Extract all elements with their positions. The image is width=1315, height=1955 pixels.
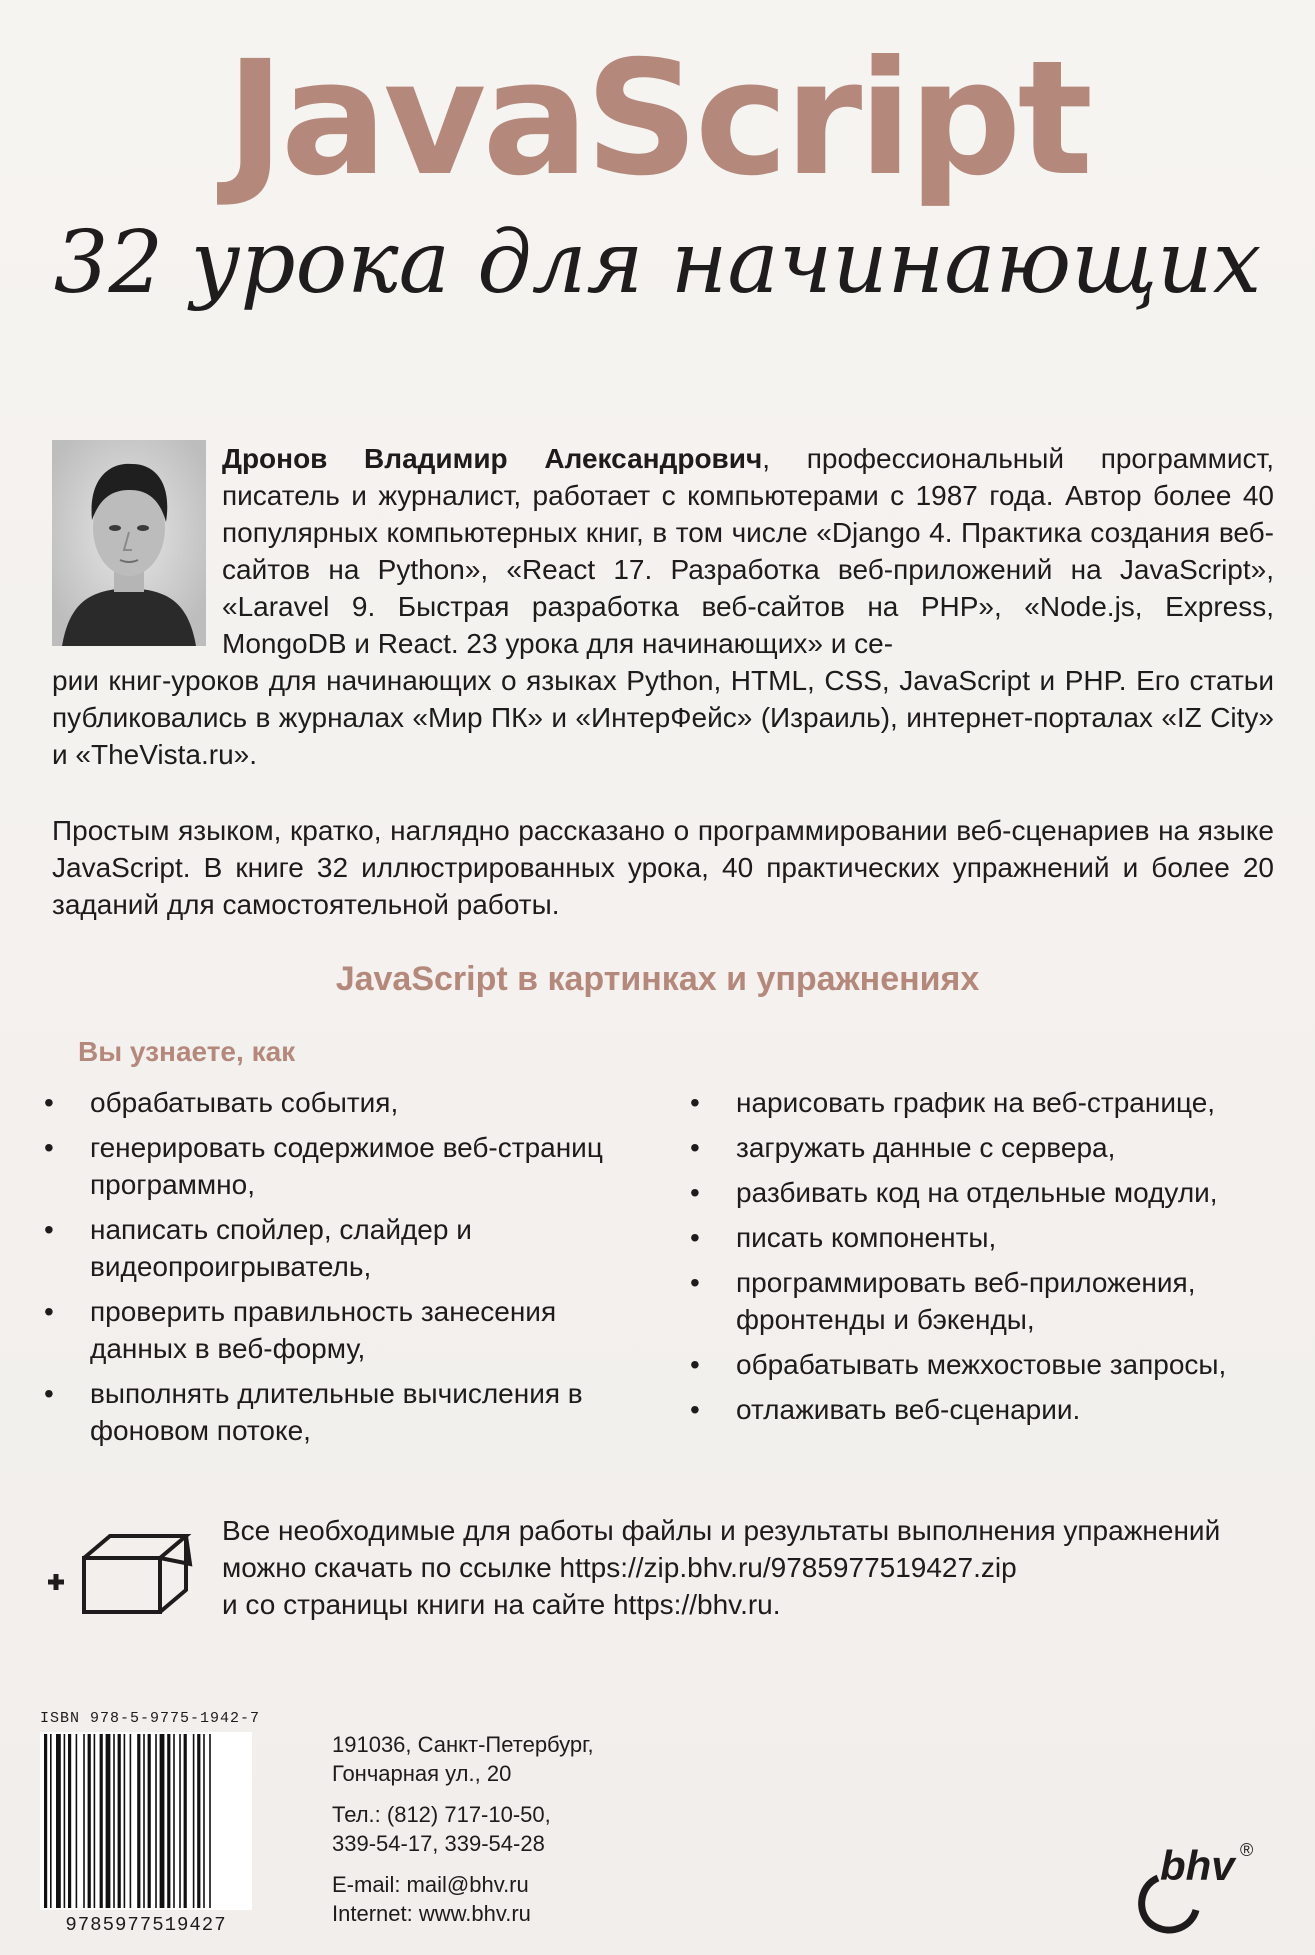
barcode-bar	[197, 1734, 200, 1908]
learn-list-left	[44, 1084, 644, 1457]
barcode-bar	[88, 1734, 91, 1908]
barcode-bar	[113, 1734, 115, 1908]
list-item: • нарисовать график на веб-странице,	[690, 1084, 1290, 1121]
list-item: • выполнять длительные вычисления в фоновом потоке,	[44, 1375, 644, 1449]
download-box-icon	[40, 1520, 200, 1620]
author-photo	[52, 440, 206, 646]
barcode-bar	[76, 1734, 78, 1908]
barcode-number: 9785977519427	[65, 1914, 227, 1936]
list-item: • обрабатывать события,	[44, 1084, 644, 1121]
list-item: • писать компоненты,	[690, 1219, 1290, 1256]
barcode-bar	[184, 1734, 187, 1908]
learn-list-right	[690, 1084, 1290, 1436]
barcode-bar	[83, 1734, 85, 1908]
download-line: и со страницы книги на сайте https://bhv.ru.	[222, 1589, 781, 1620]
address-line: Гончарная ул., 20	[332, 1761, 512, 1786]
barcode-bar	[118, 1734, 121, 1908]
barcode-bar	[167, 1734, 170, 1908]
download-line: можно скачать по ссылке https://zip.bhv.ru/9785977519427.zip	[222, 1552, 1017, 1583]
barcode-bar	[203, 1734, 205, 1908]
author-bio-text: , профессиональный программист, писатель и журналист, работает с компьютерами с 1987 года. Автор более 40 популярных компьютерных книг, в том числе «Django 4. Практика создания веб-сайтов на Python», «React 17. Разработка веб-приложений на JavaScript», «Laravel 9. Быстрая разработка веб-сайтов на PHP», «Node.js, Express, MongoDB и React. 23 урока для начинающих» и се-	[222, 443, 1274, 659]
list-item: • программировать веб-приложения, фронтенды и бэкенды,	[690, 1264, 1290, 1338]
list-item: • отлаживать веб-сценарии.	[690, 1391, 1290, 1428]
author-name: Дронов Владимир Александрович	[222, 443, 763, 474]
barcode-bar	[50, 1734, 52, 1908]
book-subtitle: 32 урока для начинающих	[53, 213, 1262, 313]
barcode-bar	[137, 1734, 140, 1908]
barcode	[40, 1732, 252, 1910]
barcode-bar	[68, 1734, 71, 1908]
barcode-bar	[209, 1734, 211, 1908]
book-description: Простым языком, кратко, наглядно рассказано о программировании веб-сценариев на языке JavaScript. В книге 32 иллюстрированных урока, 40 практических упражнений и более 20 заданий для самостоятельной работы.	[52, 815, 1274, 920]
registered-mark: ®	[1240, 1840, 1254, 1860]
book-title: JavaScript	[225, 27, 1090, 211]
download-info	[222, 1512, 1274, 1623]
list-item: • написать спойлер, слайдер и видеопроигрыватель,	[44, 1211, 644, 1285]
address-line: 191036, Санкт-Петербург,	[332, 1732, 594, 1757]
barcode-bar	[64, 1734, 66, 1908]
barcode-bar	[124, 1734, 126, 1908]
barcode-bar	[148, 1734, 151, 1908]
list-item: • разбивать код на отдельные модули,	[690, 1174, 1290, 1211]
barcode-bar	[44, 1734, 47, 1908]
author-bio	[222, 440, 1274, 662]
publisher-address	[332, 1730, 594, 1928]
learn-heading: Вы узнаете, как	[78, 1036, 296, 1067]
list-item: • проверить правильность занесения данных в веб-форму,	[44, 1293, 644, 1367]
isbn: ISBN 978-5-9775-1942-7	[40, 1710, 261, 1727]
barcode-bar	[160, 1734, 165, 1908]
address-line: Тел.: (812) 717-10-50,	[332, 1802, 551, 1827]
list-item: • генерировать содержимое веб-страниц программно,	[44, 1129, 644, 1203]
section-title: JavaScript в картинках и упражнениях	[335, 960, 980, 998]
address-line: E-mail: mail@bhv.ru	[332, 1872, 529, 1897]
barcode-bar	[155, 1734, 157, 1908]
barcode-bar	[130, 1734, 132, 1908]
address-line: Internet: www.bhv.ru	[332, 1901, 531, 1926]
barcode-bar	[193, 1734, 195, 1908]
address-line: 339-54-17, 339-54-28	[332, 1831, 545, 1856]
bhv-logo-text: bhv	[1160, 1842, 1235, 1889]
list-item: • обрабатывать межхостовые запросы,	[690, 1346, 1290, 1383]
barcode-bar	[94, 1734, 96, 1908]
list-item: • загружать данные с сервера,	[690, 1129, 1290, 1166]
barcode-bar	[179, 1734, 181, 1908]
barcode-bar	[173, 1734, 175, 1908]
author-bio-continued: рии книг-уроков для начинающих о языках Python, HTML, CSS, JavaScript и PHP. Его статьи публиковались в журналах «Мир ПК» и «ИнтерФейс» (Израиль), интернет-порталах «IZ City» и «TheVista.ru».	[52, 665, 1274, 770]
barcode-bar	[56, 1734, 61, 1908]
barcode-bar	[106, 1734, 111, 1908]
download-line: Все необходимые для работы файлы и результаты выполнения упражнений	[222, 1515, 1221, 1546]
barcode-bar	[100, 1734, 103, 1908]
barcode-bar	[143, 1734, 145, 1908]
